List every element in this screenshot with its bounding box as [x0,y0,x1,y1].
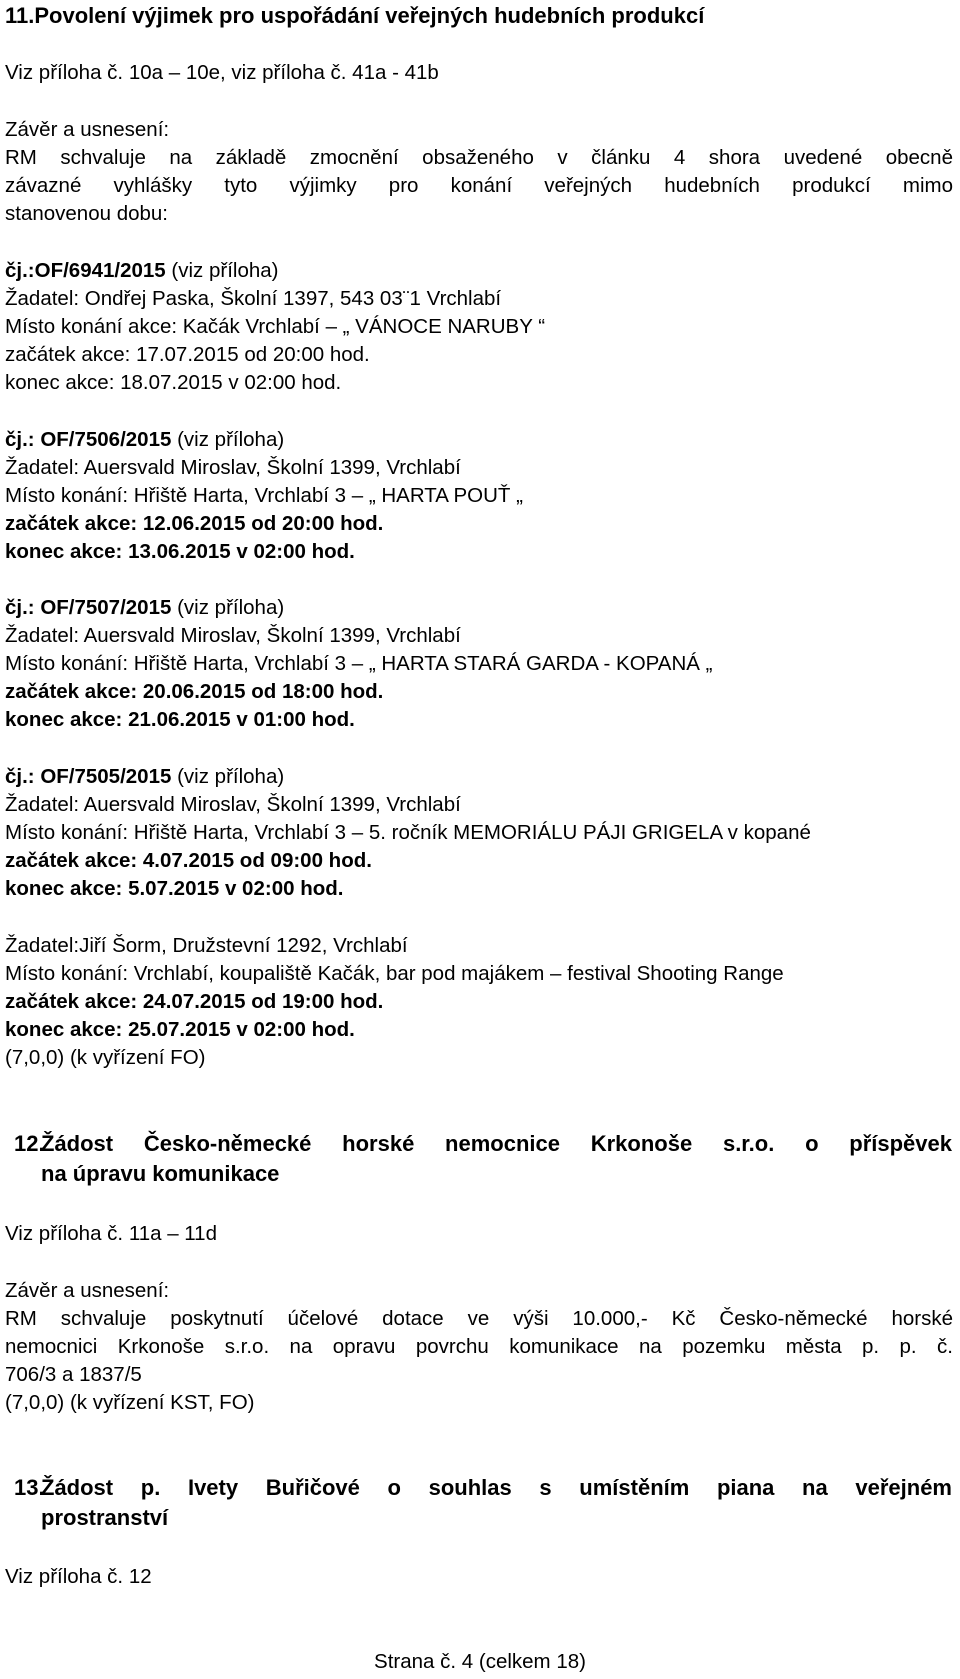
item-2-misto: Místo konání: Hřiště Harta, Vrchlabí 3 – „ HARTA POUŤ „ [5,484,523,507]
item-5-zacatek: začátek akce: 24.07.2015 od 19:00 hod. [5,990,384,1013]
section-12-text-line-2: nemocnici Krkonoše s.r.o. na opravu povrchu komunikace na pozemku města p. p. č. [5,1335,953,1358]
item-5-zadatel: Žadatel:Jiří Šorm, Družstevní 1292, Vrchlabí [5,934,408,957]
item-1-konec: konec akce: 18.07.2015 v 02:00 hod. [5,371,342,394]
section-11-heading [5,2,704,30]
section-13-title-line-2: prostranství [41,1505,169,1530]
item-2-zadatel: Žadatel: Auersvald Miroslav, Školní 1399, Vrchlabí [5,456,461,479]
item-4-zacatek: začátek akce: 4.07.2015 od 09:00 hod. [5,849,372,872]
item-1-cj-number: OF/6941/2015 [34,259,166,282]
section-12-zaver-label: Závěr a usnesení: [5,1279,170,1302]
item-3-cj-number: : OF/7507/2015 [27,596,172,619]
item-4-zadatel: Žadatel: Auersvald Miroslav, Školní 1399, Vrchlabí [5,793,461,816]
item-4-cj-number: : OF/7505/2015 [27,765,172,788]
section-11-zaver-label: Závěr a usnesení: [5,118,170,141]
section-13-title-line-1: Žádost p. Ivety Buřičové o souhlas s umístěním piana na veřejném [41,1475,952,1500]
item-5-misto: Místo konání: Vrchlabí, koupaliště Kačák, bar pod majákem – festival Shooting Range [5,962,784,985]
item-4-cj-prefix: čj. [5,765,28,788]
item-1-cj-suffix: (viz příloha) [165,259,279,282]
item-1-zacatek: začátek akce: 17.07.2015 od 20:00 hod. [5,343,370,366]
item-3-cj-prefix: čj. [5,596,28,619]
item-1-cj-prefix: čj.: [5,259,35,282]
item-5-konec: konec akce: 25.07.2015 v 02:00 hod. [5,1018,355,1041]
item-3-cj-suffix: (viz příloha) [171,596,285,619]
section-11-vote: (7,0,0) (k vyřízení FO) [5,1046,206,1069]
item-1-zadatel: Žadatel: Ondřej Paska, Školní 1397, 543 03¨1 Vrchlabí [5,287,502,310]
item-4-misto: Místo konání: Hřiště Harta, Vrchlabí 3 – 5. ročník MEMORIÁLU PÁJI GRIGELA v kopané [5,821,811,844]
section-11-title: Povolení výjimek pro uspořádání veřejných hudebních produkcí [34,3,705,28]
item-1-misto: Místo konání akce: Kačák Vrchlabí – „ VÁNOCE NARUBY “ [5,315,546,338]
item-2-cj-number: : OF/7506/2015 [27,428,172,451]
section-11-text-line-3: stanovenou dobu: [5,202,168,225]
section-12-ref: Viz příloha č. 11a – 11d [5,1222,217,1245]
item-4-konec: konec akce: 5.07.2015 v 02:00 hod. [5,877,344,900]
section-12-title-line-1: Žádost Česko-německé horské nemocnice Krkonoše s.r.o. o příspěvek [41,1131,952,1156]
item-1-cj [5,257,278,285]
section-12-text-line-3: 706/3 a 1837/5 [5,1363,142,1386]
section-12-text-line-1: RM schvaluje poskytnutí účelové dotace ve výši 10.000,- Kč Česko-německé horské [5,1307,953,1330]
item-3-konec: konec akce: 21.06.2015 v 01:00 hod. [5,708,355,731]
item-4-cj-suffix: (viz příloha) [171,765,285,788]
section-11-ref: Viz příloha č. 10a – 10e, viz příloha č. 41a - 41b [5,61,439,84]
item-2-zacatek: začátek akce: 12.06.2015 od 20:00 hod. [5,512,384,535]
item-3-zacatek: začátek akce: 20.06.2015 od 18:00 hod. [5,680,384,703]
section-11-text-line-1: RM schvaluje na základě zmocnění obsaženého v článku 4 shora uvedené obecně [5,146,953,169]
section-12-vote: (7,0,0) (k vyřízení KST, FO) [5,1391,255,1414]
item-4-cj [5,763,284,791]
section-12-title-line-2: na úpravu komunikace [41,1161,280,1186]
section-12-number: 12. [14,1131,45,1156]
item-3-misto: Místo konání: Hřiště Harta, Vrchlabí 3 – „ HARTA STARÁ GARDA - KOPANÁ „ [5,652,713,675]
section-13-number: 13. [14,1475,45,1500]
page-footer: Strana č. 4 (celkem 18) [374,1650,586,1673]
item-3-cj [5,594,284,622]
item-2-cj-prefix: čj. [5,428,28,451]
section-11-number: 11. [5,3,35,28]
section-11-text-line-2: závazné vyhlášky tyto výjimky pro konání veřejných hudebních produkcí mimo [5,174,953,197]
item-2-konec: konec akce: 13.06.2015 v 02:00 hod. [5,540,355,563]
item-2-cj [5,426,284,454]
item-2-cj-suffix: (viz příloha) [171,428,285,451]
item-3-zadatel: Žadatel: Auersvald Miroslav, Školní 1399, Vrchlabí [5,624,461,647]
section-13-ref: Viz příloha č. 12 [5,1565,152,1588]
